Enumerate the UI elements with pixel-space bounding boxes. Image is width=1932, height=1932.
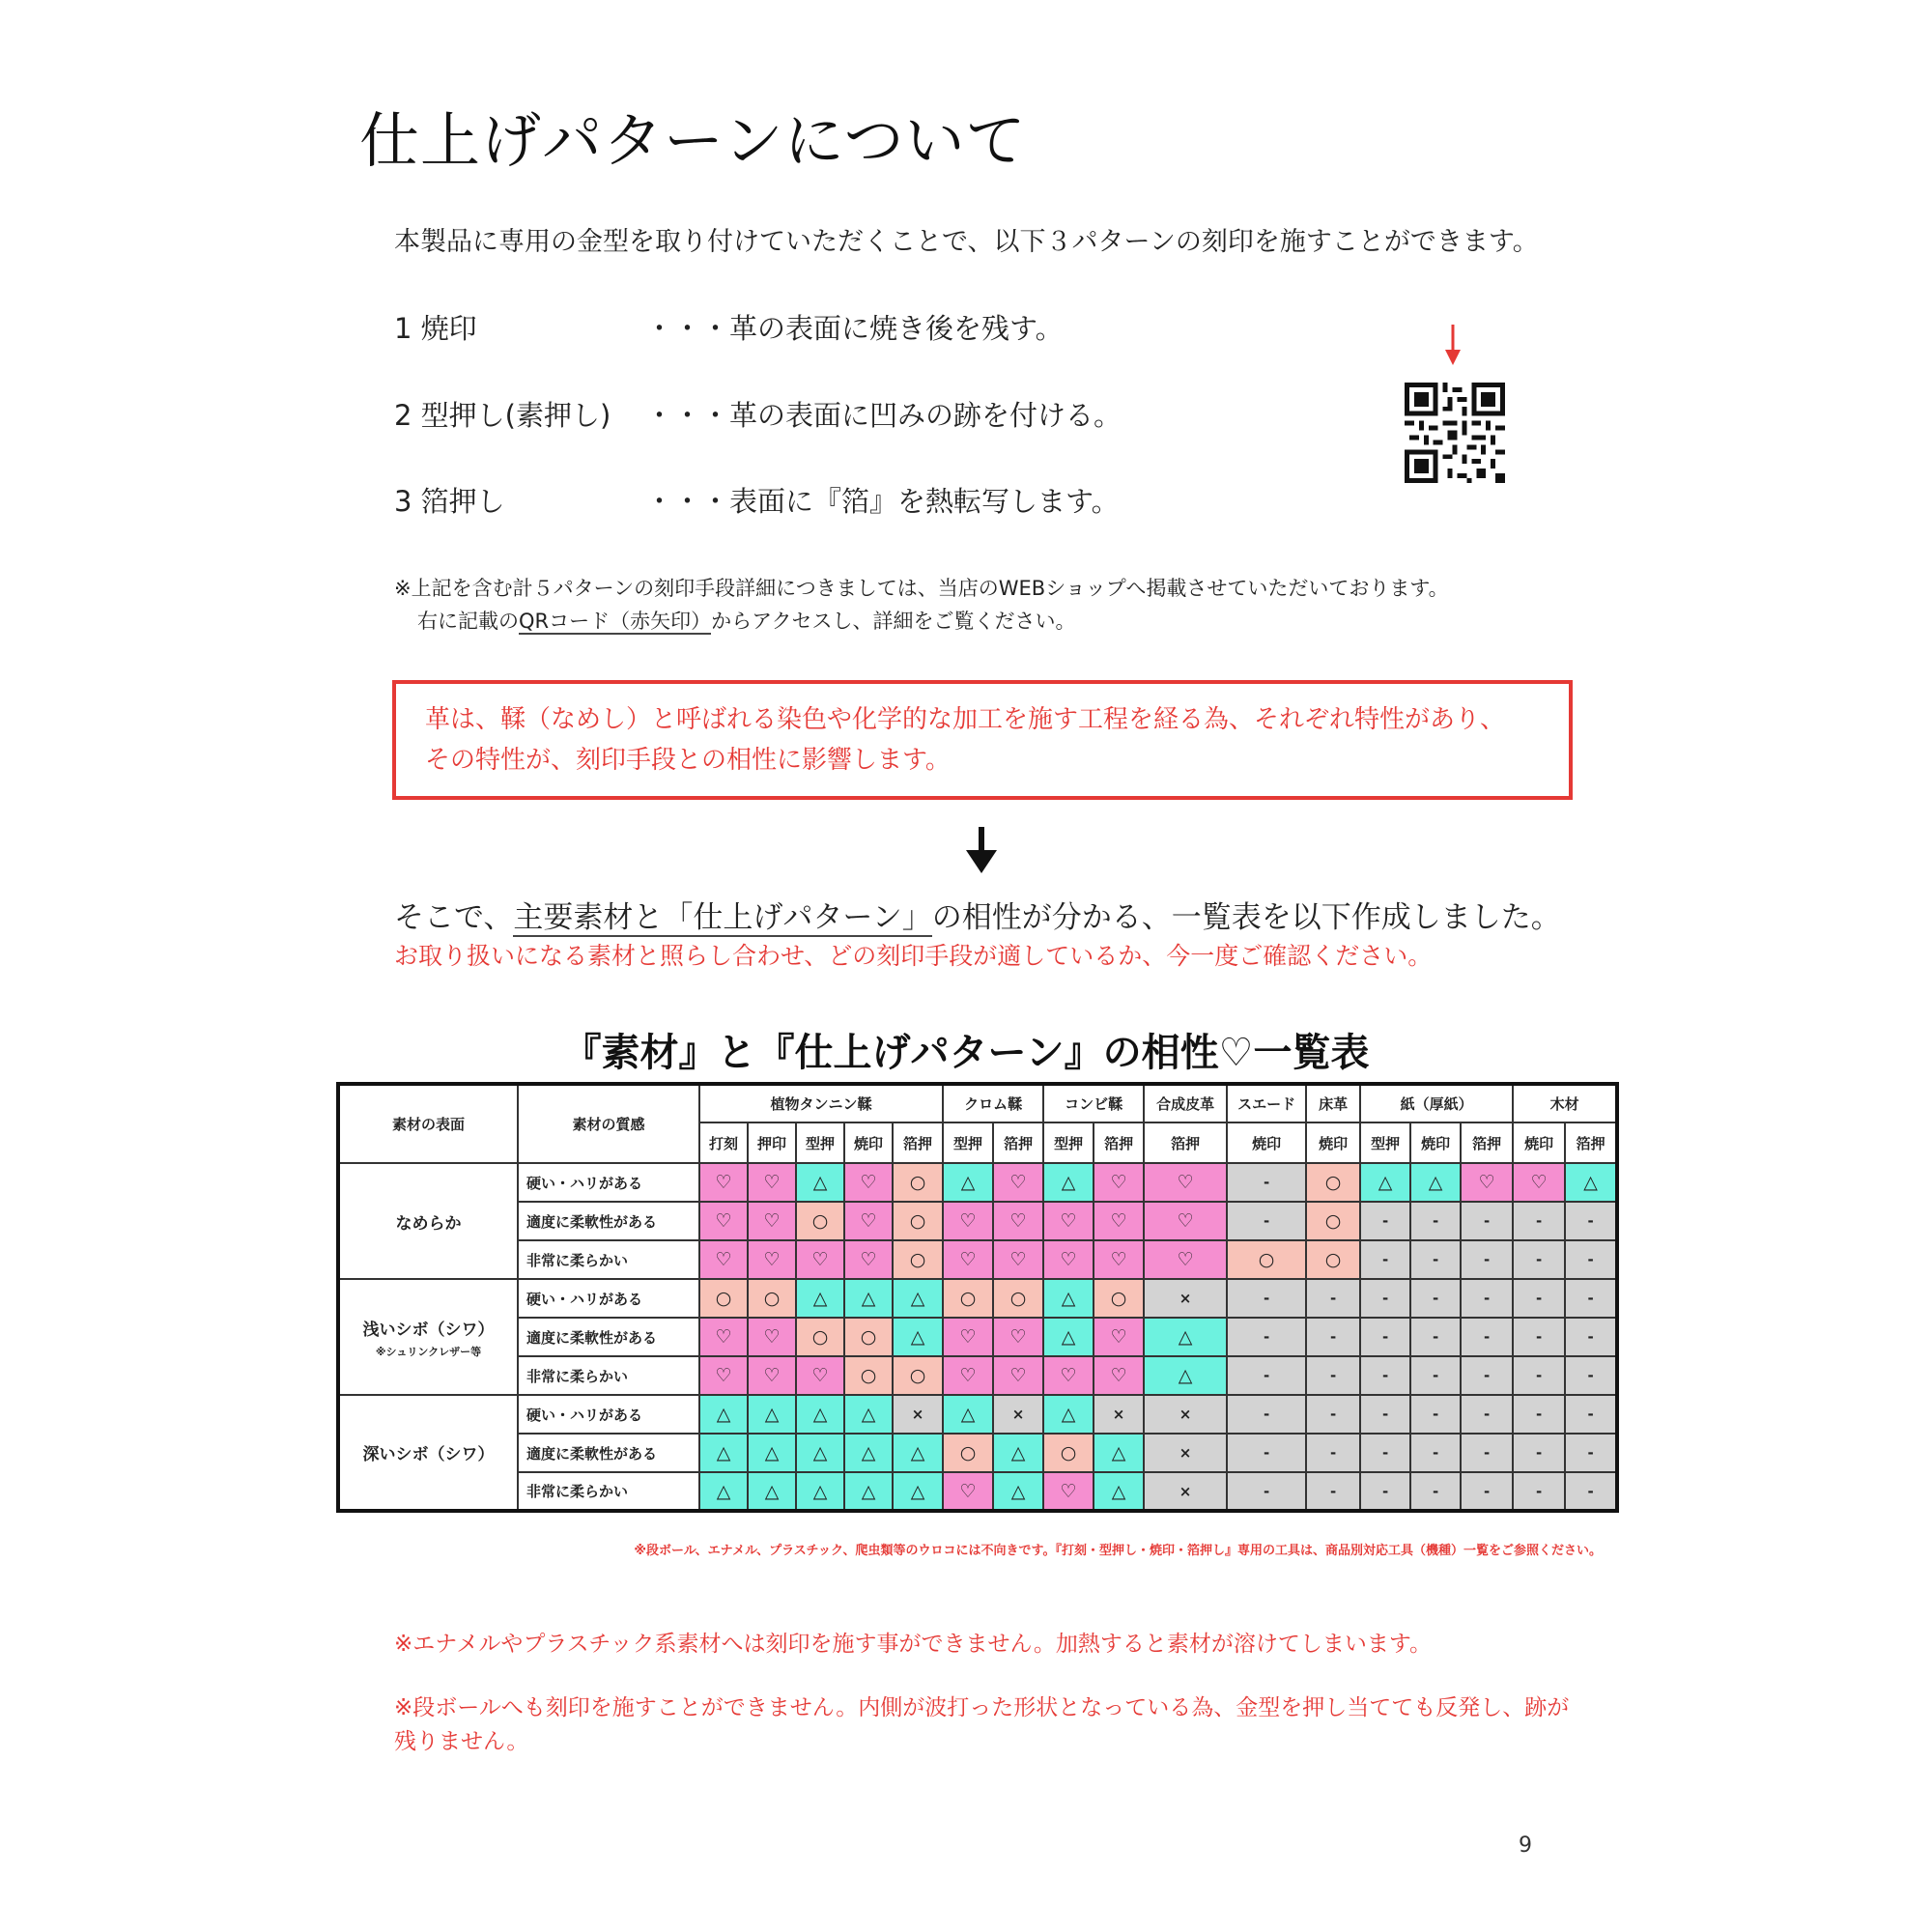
rating-cell: ♡ bbox=[1461, 1163, 1513, 1202]
rating-cell: △ bbox=[1043, 1395, 1094, 1434]
method-header: 焼印 bbox=[1410, 1122, 1461, 1163]
rating-cell: ○ bbox=[943, 1279, 993, 1318]
rating-cell: △ bbox=[844, 1395, 893, 1434]
rating-cell: - bbox=[1360, 1318, 1410, 1356]
rating-cell: ○ bbox=[893, 1356, 943, 1395]
rating-cell: ♡ bbox=[1043, 1356, 1094, 1395]
rating-cell: - bbox=[1360, 1356, 1410, 1395]
rating-cell: △ bbox=[844, 1472, 893, 1511]
rating-cell: ○ bbox=[1094, 1279, 1144, 1318]
rating-cell: - bbox=[1410, 1472, 1461, 1511]
material-group-header: 床革 bbox=[1306, 1084, 1360, 1122]
rating-cell: ♡ bbox=[1144, 1240, 1227, 1279]
rating-cell: △ bbox=[1410, 1163, 1461, 1202]
qr-code-link[interactable]: QRコード（赤矢印） bbox=[519, 610, 712, 633]
rating-cell: - bbox=[1565, 1356, 1617, 1395]
method-header: 型押 bbox=[1043, 1122, 1094, 1163]
note-line-1: ※上記を含む計５パターンの刻印手段詳細につきましては、当店のWEBショップへ掲載させていただいております。 bbox=[394, 577, 1449, 600]
rating-cell: - bbox=[1461, 1202, 1513, 1240]
warning-line-2: その特性が、刻印手段との相性に影響します。 bbox=[425, 746, 951, 775]
footnote-cardboard bbox=[394, 1691, 1569, 1759]
web-shop-note bbox=[394, 572, 1449, 638]
rating-cell: △ bbox=[1043, 1279, 1094, 1318]
rating-cell: ♡ bbox=[699, 1202, 748, 1240]
rating-cell: △ bbox=[748, 1395, 796, 1434]
rating-cell: - bbox=[1227, 1202, 1306, 1240]
rating-cell: - bbox=[1513, 1472, 1565, 1511]
rating-cell: - bbox=[1227, 1356, 1306, 1395]
pattern-desc: ・・・革の表面に凹みの跡を付ける。 bbox=[645, 399, 1122, 432]
rating-cell: △ bbox=[1360, 1163, 1410, 1202]
rating-cell: - bbox=[1565, 1472, 1617, 1511]
rating-cell: △ bbox=[1565, 1163, 1617, 1202]
rating-cell: - bbox=[1306, 1434, 1360, 1472]
rating-cell: ○ bbox=[943, 1434, 993, 1472]
texture-cell: 非常に柔らかい bbox=[518, 1356, 699, 1395]
rating-cell: ○ bbox=[796, 1202, 844, 1240]
method-header: 箔押 bbox=[993, 1122, 1043, 1163]
table-row bbox=[338, 1434, 1617, 1472]
rating-cell: - bbox=[1513, 1356, 1565, 1395]
warning-text bbox=[425, 699, 1505, 781]
rating-cell: ○ bbox=[1306, 1240, 1360, 1279]
rating-cell: △ bbox=[796, 1163, 844, 1202]
rating-cell: × bbox=[993, 1395, 1043, 1434]
rating-cell: - bbox=[1565, 1395, 1617, 1434]
texture-cell: 非常に柔らかい bbox=[518, 1472, 699, 1511]
rating-cell: ♡ bbox=[844, 1240, 893, 1279]
rating-cell: - bbox=[1306, 1318, 1360, 1356]
pattern-item-2 bbox=[394, 394, 1122, 434]
rating-cell: ○ bbox=[1306, 1202, 1360, 1240]
method-header: 型押 bbox=[1360, 1122, 1410, 1163]
method-header: 型押 bbox=[796, 1122, 844, 1163]
rating-cell: ♡ bbox=[1094, 1318, 1144, 1356]
rating-cell: - bbox=[1513, 1395, 1565, 1434]
rating-cell: ○ bbox=[993, 1279, 1043, 1318]
rating-cell: ♡ bbox=[943, 1472, 993, 1511]
lead-text bbox=[394, 893, 1561, 936]
rating-cell: ♡ bbox=[844, 1163, 893, 1202]
rating-cell: - bbox=[1306, 1472, 1360, 1511]
texture-header: 素材の質感 bbox=[518, 1084, 699, 1163]
surface-cell bbox=[338, 1395, 518, 1511]
rating-cell: - bbox=[1513, 1240, 1565, 1279]
rating-cell: △ bbox=[699, 1395, 748, 1434]
rating-cell: ♡ bbox=[844, 1202, 893, 1240]
rating-cell: ○ bbox=[1043, 1434, 1094, 1472]
rating-cell: △ bbox=[1144, 1356, 1227, 1395]
table-row bbox=[338, 1163, 1617, 1202]
rating-cell: - bbox=[1227, 1395, 1306, 1434]
rating-cell: - bbox=[1360, 1434, 1410, 1472]
rating-cell: - bbox=[1227, 1318, 1306, 1356]
note-line-2-post: からアクセスし、詳細をご覧ください。 bbox=[711, 610, 1076, 633]
rating-cell: △ bbox=[893, 1318, 943, 1356]
lead-red-text: お取り扱いになる素材と照らし合わせ、どの刻印手段が適しているか、今一度ご確認ください。 bbox=[394, 942, 1433, 970]
rating-cell: △ bbox=[993, 1434, 1043, 1472]
rating-cell: × bbox=[1144, 1472, 1227, 1511]
rating-cell: ♡ bbox=[1094, 1202, 1144, 1240]
texture-cell: 適度に柔軟性がある bbox=[518, 1202, 699, 1240]
rating-cell: - bbox=[1565, 1434, 1617, 1472]
surface-sub: ※シュリンクレザー等 bbox=[375, 1345, 482, 1358]
table-row bbox=[338, 1318, 1617, 1356]
texture-cell: 硬い・ハリがある bbox=[518, 1163, 699, 1202]
rating-cell: △ bbox=[796, 1472, 844, 1511]
texture-cell: 適度に柔軟性がある bbox=[518, 1318, 699, 1356]
rating-cell: × bbox=[893, 1395, 943, 1434]
rating-cell: ♡ bbox=[748, 1202, 796, 1240]
rating-cell: ♡ bbox=[748, 1318, 796, 1356]
rating-cell: - bbox=[1461, 1240, 1513, 1279]
method-header: 箔押 bbox=[1461, 1122, 1513, 1163]
texture-cell: 硬い・ハリがある bbox=[518, 1279, 699, 1318]
rating-cell: △ bbox=[1043, 1318, 1094, 1356]
qr-code-icon[interactable] bbox=[1405, 383, 1505, 483]
rating-cell: × bbox=[1094, 1395, 1144, 1434]
rating-cell: ○ bbox=[844, 1356, 893, 1395]
texture-cell: 硬い・ハリがある bbox=[518, 1395, 699, 1434]
page-number: 9 bbox=[1519, 1833, 1532, 1858]
rating-cell: ♡ bbox=[943, 1356, 993, 1395]
page-title: 仕上げパターンについて bbox=[359, 105, 1027, 176]
rating-cell: × bbox=[1144, 1279, 1227, 1318]
method-header: 箔押 bbox=[893, 1122, 943, 1163]
rating-cell: - bbox=[1565, 1318, 1617, 1356]
rating-cell: ♡ bbox=[943, 1202, 993, 1240]
texture-cell: 非常に柔らかい bbox=[518, 1240, 699, 1279]
rating-cell: - bbox=[1410, 1279, 1461, 1318]
rating-cell: - bbox=[1461, 1434, 1513, 1472]
rating-cell: ♡ bbox=[699, 1318, 748, 1356]
rating-cell: - bbox=[1410, 1395, 1461, 1434]
rating-cell: - bbox=[1513, 1279, 1565, 1318]
table-row bbox=[338, 1279, 1617, 1318]
pattern-desc: ・・・革の表面に焼き後を残す。 bbox=[645, 312, 1064, 345]
rating-cell: △ bbox=[796, 1279, 844, 1318]
rating-cell: ♡ bbox=[1094, 1240, 1144, 1279]
method-header: 箔押 bbox=[1144, 1122, 1227, 1163]
rating-cell: ♡ bbox=[993, 1318, 1043, 1356]
arrow-down-icon bbox=[964, 827, 999, 875]
rating-cell: △ bbox=[844, 1279, 893, 1318]
rating-cell: - bbox=[1461, 1472, 1513, 1511]
method-header: 焼印 bbox=[1227, 1122, 1306, 1163]
surface-header: 素材の表面 bbox=[338, 1084, 518, 1163]
rating-cell: - bbox=[1410, 1318, 1461, 1356]
rating-cell: ♡ bbox=[1043, 1202, 1094, 1240]
rating-cell: × bbox=[1144, 1434, 1227, 1472]
rating-cell: ♡ bbox=[748, 1240, 796, 1279]
lead-post: の相性が分かる、一覧表を以下作成しました。 bbox=[931, 900, 1561, 935]
method-header: 箔押 bbox=[1094, 1122, 1144, 1163]
rating-cell: - bbox=[1410, 1202, 1461, 1240]
method-header: 焼印 bbox=[1513, 1122, 1565, 1163]
surface-cell bbox=[338, 1279, 518, 1395]
rating-cell: △ bbox=[893, 1434, 943, 1472]
rating-cell: - bbox=[1410, 1356, 1461, 1395]
rating-cell: ♡ bbox=[993, 1240, 1043, 1279]
rating-cell: ♡ bbox=[1094, 1163, 1144, 1202]
pattern-item-3 bbox=[394, 480, 1120, 520]
rating-cell: ♡ bbox=[1043, 1472, 1094, 1511]
rating-cell: ♡ bbox=[1144, 1163, 1227, 1202]
rating-cell: - bbox=[1306, 1279, 1360, 1318]
rating-cell: × bbox=[1144, 1395, 1227, 1434]
rating-cell: △ bbox=[943, 1395, 993, 1434]
table-title: 『素材』と『仕上げパターン』の相性♡一覧表 bbox=[562, 1031, 1370, 1075]
rating-cell: ♡ bbox=[943, 1240, 993, 1279]
rating-cell: - bbox=[1227, 1434, 1306, 1472]
table-row bbox=[338, 1202, 1617, 1240]
rating-cell: ♡ bbox=[1094, 1356, 1144, 1395]
rating-cell: △ bbox=[1043, 1163, 1094, 1202]
rating-cell: - bbox=[1461, 1318, 1513, 1356]
rating-cell: ○ bbox=[1306, 1163, 1360, 1202]
method-header: 型押 bbox=[943, 1122, 993, 1163]
rating-cell: △ bbox=[993, 1472, 1043, 1511]
rating-cell: - bbox=[1306, 1356, 1360, 1395]
footnote-cardboard-line-2: 残りません。 bbox=[394, 1729, 529, 1754]
surface-name: 深いシボ（シワ） bbox=[362, 1445, 495, 1464]
note-line-2-pre: 右に記載の bbox=[417, 610, 519, 633]
rating-cell: ♡ bbox=[796, 1240, 844, 1279]
rating-cell: - bbox=[1360, 1395, 1410, 1434]
rating-cell: - bbox=[1306, 1395, 1360, 1434]
rating-cell: ○ bbox=[844, 1318, 893, 1356]
rating-cell: - bbox=[1513, 1434, 1565, 1472]
rating-cell: △ bbox=[893, 1472, 943, 1511]
rating-cell: - bbox=[1360, 1279, 1410, 1318]
rating-cell: ♡ bbox=[1144, 1202, 1227, 1240]
rating-cell: △ bbox=[893, 1279, 943, 1318]
rating-cell: - bbox=[1461, 1395, 1513, 1434]
rating-cell: ○ bbox=[893, 1202, 943, 1240]
rating-cell: - bbox=[1461, 1279, 1513, 1318]
rating-cell: - bbox=[1565, 1202, 1617, 1240]
rating-cell: - bbox=[1513, 1202, 1565, 1240]
lead-pre: そこで、 bbox=[394, 900, 514, 935]
method-header: 焼印 bbox=[844, 1122, 893, 1163]
rating-cell: - bbox=[1360, 1240, 1410, 1279]
rating-cell: △ bbox=[699, 1434, 748, 1472]
table-row bbox=[338, 1240, 1617, 1279]
rating-cell: - bbox=[1461, 1356, 1513, 1395]
red-arrow-down-icon bbox=[1443, 325, 1463, 367]
pattern-name: 3 箔押し bbox=[394, 485, 505, 518]
rating-cell: △ bbox=[796, 1395, 844, 1434]
rating-cell: △ bbox=[943, 1163, 993, 1202]
rating-cell: - bbox=[1565, 1240, 1617, 1279]
rating-cell: - bbox=[1410, 1434, 1461, 1472]
method-header: 打刻 bbox=[699, 1122, 748, 1163]
pattern-name: 2 型押し(素押し) bbox=[394, 399, 611, 432]
material-group-header: 木材 bbox=[1513, 1084, 1617, 1122]
rating-cell: - bbox=[1565, 1279, 1617, 1318]
rating-cell: ○ bbox=[796, 1318, 844, 1356]
method-header: 箔押 bbox=[1565, 1122, 1617, 1163]
rating-cell: △ bbox=[1094, 1472, 1144, 1511]
rating-cell: ♡ bbox=[748, 1163, 796, 1202]
pattern-desc: ・・・表面に『箔』を熱転写します。 bbox=[645, 485, 1120, 518]
warning-box bbox=[392, 680, 1573, 800]
rating-cell: ♡ bbox=[993, 1163, 1043, 1202]
rating-cell: △ bbox=[796, 1434, 844, 1472]
rating-cell: ♡ bbox=[699, 1240, 748, 1279]
rating-cell: - bbox=[1360, 1202, 1410, 1240]
rating-cell: △ bbox=[1144, 1318, 1227, 1356]
material-group-header: クロム鞣 bbox=[943, 1084, 1043, 1122]
method-header: 焼印 bbox=[1306, 1122, 1360, 1163]
rating-cell: ♡ bbox=[1043, 1240, 1094, 1279]
rating-cell: - bbox=[1227, 1163, 1306, 1202]
rating-cell: ♡ bbox=[699, 1163, 748, 1202]
footnote-cardboard-line-1: ※段ボールへも刻印を施すことができません。内側が波打った形状となっている為、金型を押し当てても反発し、跡が bbox=[394, 1695, 1570, 1720]
lead-underline: 主要素材と「仕上げパターン」 bbox=[513, 900, 932, 935]
rating-cell: ♡ bbox=[993, 1356, 1043, 1395]
intro-text: 本製品に専用の金型を取り付けていただくことで、以下３パターンの刻印を施すことができます。 bbox=[394, 227, 1539, 257]
texture-cell: 適度に柔軟性がある bbox=[518, 1434, 699, 1472]
rating-cell: ○ bbox=[1227, 1240, 1306, 1279]
rating-cell: △ bbox=[699, 1472, 748, 1511]
rating-cell: - bbox=[1227, 1472, 1306, 1511]
table-footnote: ※段ボール、エナメル、プラスチック、爬虫類等のウロコには不向きです。『打刻・型押し・焼印・箔押し』専用の工具は、商品別対応工具（機種）一覧をご参照ください。 bbox=[634, 1544, 1602, 1558]
surface-name: なめらか bbox=[395, 1213, 462, 1234]
table-row bbox=[338, 1356, 1617, 1395]
surface-cell bbox=[338, 1163, 518, 1279]
rating-cell: - bbox=[1360, 1472, 1410, 1511]
rating-cell: - bbox=[1227, 1279, 1306, 1318]
footnote-enamel: ※エナメルやプラスチック系素材へは刻印を施す事ができません。加熱すると素材が溶けてしまいます。 bbox=[394, 1632, 1433, 1657]
material-group-header: コンビ鞣 bbox=[1043, 1084, 1144, 1122]
material-group-header: 合成皮革 bbox=[1144, 1084, 1227, 1122]
rating-cell: △ bbox=[748, 1434, 796, 1472]
table-row bbox=[338, 1472, 1617, 1511]
rating-cell: △ bbox=[748, 1472, 796, 1511]
rating-cell: - bbox=[1410, 1240, 1461, 1279]
rating-cell: ♡ bbox=[1513, 1163, 1565, 1202]
warning-line-1: 革は、鞣（なめし）と呼ばれる染色や化学的な加工を施す工程を経る為、それぞれ特性があり、 bbox=[425, 705, 1506, 734]
pattern-item-1 bbox=[394, 307, 1064, 347]
material-group-header: 植物タンニン鞣 bbox=[699, 1084, 943, 1122]
rating-cell: ♡ bbox=[748, 1356, 796, 1395]
rating-cell: ♡ bbox=[699, 1356, 748, 1395]
rating-cell: ○ bbox=[893, 1240, 943, 1279]
pattern-name: 1 焼印 bbox=[394, 312, 477, 345]
rating-cell: ♡ bbox=[796, 1356, 844, 1395]
rating-cell: △ bbox=[844, 1434, 893, 1472]
table-row bbox=[338, 1395, 1617, 1434]
note-line-2 bbox=[394, 605, 1449, 638]
rating-cell: ♡ bbox=[943, 1318, 993, 1356]
rating-cell: ○ bbox=[699, 1279, 748, 1318]
rating-cell: ♡ bbox=[993, 1202, 1043, 1240]
rating-cell: ○ bbox=[748, 1279, 796, 1318]
rating-cell: △ bbox=[1094, 1434, 1144, 1472]
rating-cell: - bbox=[1513, 1318, 1565, 1356]
compatibility-table bbox=[336, 1082, 1619, 1513]
material-group-header: スエード bbox=[1227, 1084, 1306, 1122]
method-header: 押印 bbox=[748, 1122, 796, 1163]
material-group-header: 紙（厚紙） bbox=[1360, 1084, 1513, 1122]
surface-name: 浅いシボ（シワ） bbox=[362, 1320, 495, 1340]
rating-cell: ○ bbox=[893, 1163, 943, 1202]
